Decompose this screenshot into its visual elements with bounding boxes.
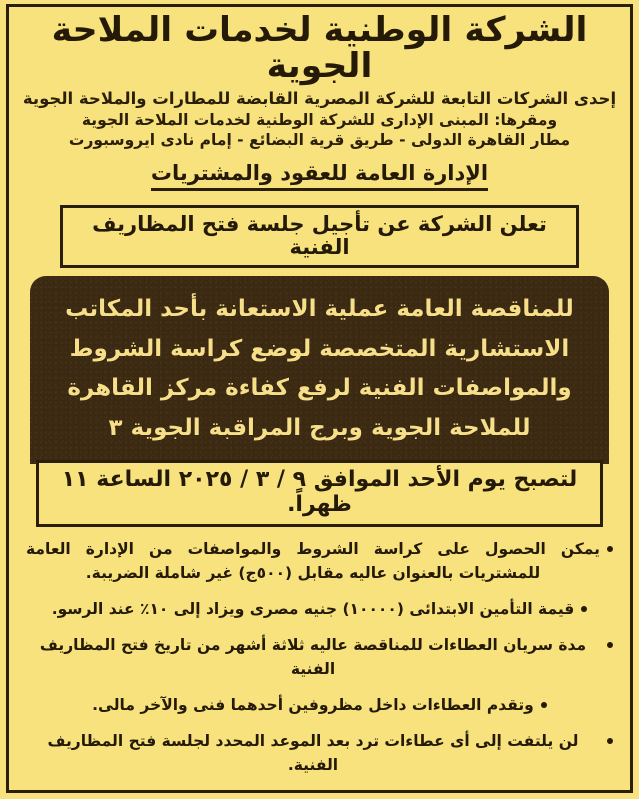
date-notice-box: [36, 460, 603, 526]
list-item: [26, 597, 613, 621]
department-heading: الإدارة العامة للعقود والمشتريات: [151, 161, 488, 191]
advertisement-content: [6, 4, 633, 793]
bullet-dot-icon: [607, 642, 613, 648]
tender-line-4: للملاحة الجوية وبرج المراقبة الجوية ٣: [108, 414, 531, 441]
bullet-dot-icon: [607, 546, 613, 552]
list-item: [26, 537, 613, 585]
list-item: [26, 633, 613, 681]
condition-text-2: قيمة التأمين الابتدائى (١٠٠٠٠) جنيه مصرى ويزاد إلى ١٠٪ عند الرسو.: [51, 599, 575, 618]
bullet-dot-icon: [607, 738, 613, 744]
tender-description-block: [30, 276, 609, 464]
company-title: الشركة الوطنية لخدمات الملاحة الجوية: [51, 10, 588, 87]
company-address-line-1: ومقرها: المبنى الإدارى للشركة الوطنية لخدمات الملاحة الجوية: [81, 110, 558, 129]
company-affiliation: إحدى الشركات التابعة للشركة المصرية القابضة للمطارات والملاحة الجوية: [22, 89, 617, 109]
announcement-headline: تعلن الشركة عن تأجيل جلسة فتح المظاريف الفنية: [92, 212, 547, 260]
announcement-box: [60, 205, 579, 268]
tender-line-3: والمواصفات الفنية لرفع كفاءة مركز القاهرة: [67, 375, 572, 402]
company-address-line-2: مطار القاهرة الدولى - طريق قرية البضائع - إمام نادى ايروسبورت: [68, 130, 571, 149]
bullet-dot-icon: [541, 702, 547, 708]
tender-line-1: للمناقصة العامة عملية الاستعانة بأحد المكاتب: [65, 296, 574, 323]
bullet-dot-icon: [581, 606, 587, 612]
department-heading-wrap: [16, 161, 623, 191]
condition-text-3: مدة سريان العطاءات للمناقصة عاليه ثلاثة أشهر من تاريخ فتح المظاريف الفنية: [39, 635, 587, 678]
condition-text-1: يمكن الحصول على كراسة الشروط والمواصفات من الإدارة العامة للمشتريات بالعنوان عاليه مقابل (٥٠٠ج) غير شاملة الضريبة.: [26, 539, 600, 582]
conditions-list: [16, 537, 623, 789]
condition-text-5: لن يلتفت إلى أى عطاءات ترد بعد الموعد المحدد لجلسة فتح المظاريف الفنية.: [47, 731, 579, 774]
list-item: [26, 729, 613, 777]
date-notice-text: لتصبح يوم الأحد الموافق ٩ / ٣ / ٢٠٢٥ الساعة ١١ ظهراً.: [61, 467, 578, 518]
condition-text-4: وتقدم العطاءات داخل مظروفين أحدهما فنى والآخر مالى.: [92, 695, 534, 714]
tender-line-2: الاستشارية المتخصصة لوضع كراسة الشروط: [69, 335, 570, 362]
list-item: [26, 693, 613, 717]
